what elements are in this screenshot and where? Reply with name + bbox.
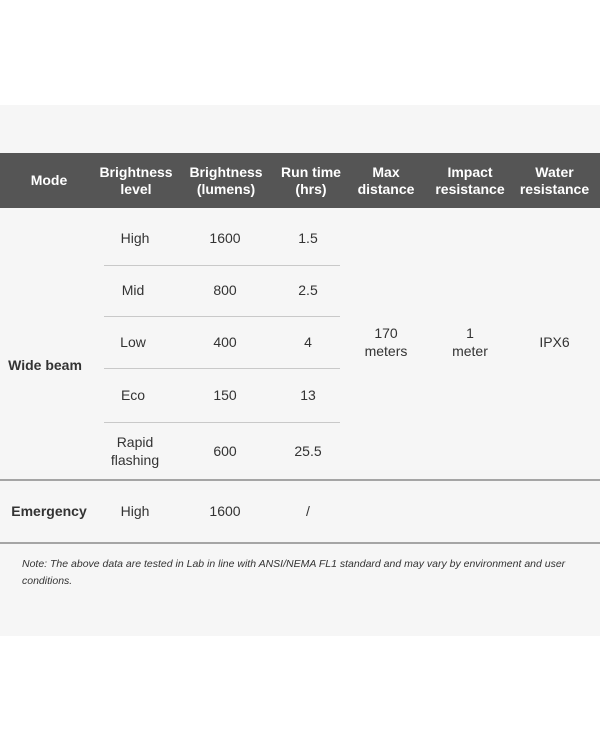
header-max-distance: Max distance xyxy=(357,163,415,197)
water-resistance-value: IPX6 xyxy=(539,334,570,350)
lumens-rapid-flashing: 600 xyxy=(213,443,237,459)
level-mid: Mid xyxy=(121,282,145,298)
lumens-mid: 800 xyxy=(213,282,237,298)
impact-resistance-value: 1 meter xyxy=(452,325,488,359)
lumens-high: 1600 xyxy=(209,230,241,246)
runtime-mid: 2.5 xyxy=(298,282,318,298)
header-water-resistance: Water resistance xyxy=(519,163,590,197)
mode-emergency: Emergency xyxy=(11,503,87,519)
runtime-eco: 13 xyxy=(300,387,316,403)
runtime-low: 4 xyxy=(304,333,312,350)
level-rapid-flashing: Rapid flashing xyxy=(110,434,160,468)
header-impact-resistance: Impact resistance xyxy=(435,163,505,197)
level-high: High xyxy=(120,230,150,246)
header-brightness-lumens: Brightness (lumens) xyxy=(189,163,263,197)
runtime-rapid-flashing: 25.5 xyxy=(294,443,322,459)
runtime-high: 1.5 xyxy=(298,230,318,246)
level-low: Low xyxy=(120,333,146,350)
footnote: Note: The above data are tested in Lab in line with ANSI/NEMA FL1 standard and may vary by environment and user conditions. xyxy=(22,558,566,587)
level-eco: Eco xyxy=(120,387,146,403)
header-brightness-level: Brightness level xyxy=(99,163,173,197)
header-mode: Mode xyxy=(30,172,68,188)
max-distance-value: 170 meters xyxy=(364,325,408,359)
runtime-emergency: / xyxy=(306,503,310,519)
group-separator xyxy=(0,479,600,481)
lumens-low: 400 xyxy=(213,333,237,350)
lumens-eco: 150 xyxy=(213,387,237,403)
lumens-emergency: 1600 xyxy=(209,503,241,519)
level-emergency-high: High xyxy=(120,503,150,519)
table-bottom-rule xyxy=(0,542,600,544)
mode-wide-beam: Wide beam xyxy=(8,357,82,373)
header-run-time: Run time (hrs) xyxy=(281,163,341,197)
